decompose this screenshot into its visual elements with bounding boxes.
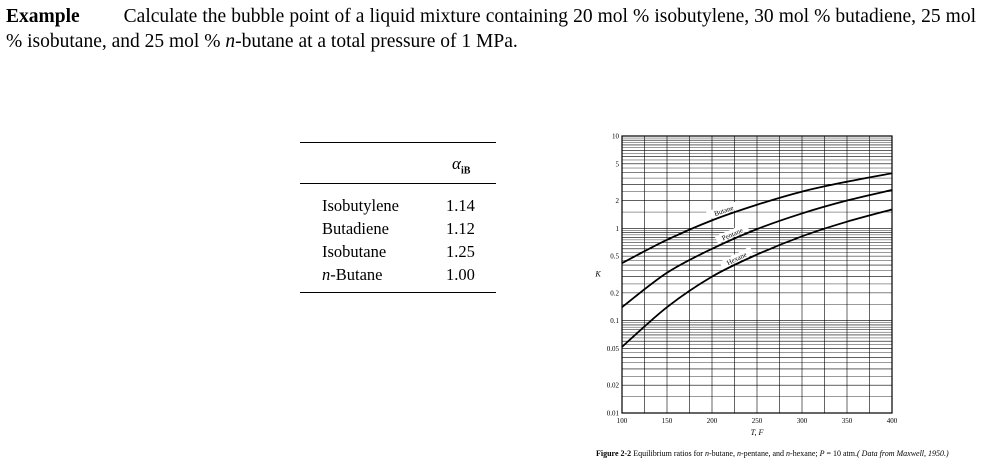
table-body: [300, 184, 496, 292]
relative-volatility-table: [300, 142, 496, 293]
alpha-value: 1.14: [446, 196, 475, 215]
caption-p: P: [819, 449, 825, 458]
caption-text-a: Equilibrium ratios for: [631, 449, 705, 458]
y-tick-label: 0.5: [610, 252, 619, 261]
example-text-n: n: [225, 31, 236, 52]
series-label-hexane: Hexane: [725, 250, 749, 268]
y-tick-label: 0.01: [606, 409, 619, 418]
alpha-subscript: iB: [460, 165, 471, 177]
component-name: Isobutylene: [322, 196, 399, 215]
component-name: Isobutane: [322, 242, 387, 261]
example-label: Example: [6, 6, 80, 27]
table-bottom-rule: [300, 292, 496, 293]
table-row: [300, 194, 496, 217]
component-name-rest: -Butane: [330, 265, 383, 284]
alpha-value: 1.12: [446, 219, 475, 238]
component-name-prefix: n: [322, 265, 331, 284]
component-name: Butadiene: [322, 219, 389, 238]
y-tick-label: 1: [615, 224, 619, 233]
x-tick-label: 150: [661, 417, 673, 425]
y-tick-label: 0.02: [606, 381, 619, 390]
x-tick-label: 300: [796, 417, 808, 425]
chart-svg: [576, 128, 916, 448]
y-tick-label: 5: [615, 160, 619, 169]
series-label-butane: Butane: [713, 203, 735, 218]
caption-n1: n: [704, 449, 709, 458]
table-row: [300, 240, 496, 263]
alpha-value: 1.25: [446, 242, 475, 261]
x-axis-label: T, F: [750, 428, 764, 437]
caption-label: Figure 2-2: [596, 449, 632, 458]
caption-n3: n: [786, 449, 791, 458]
x-tick-label: 400: [886, 417, 898, 425]
x-tick-label: 200: [706, 417, 718, 425]
y-tick-label: 0.2: [610, 289, 619, 298]
table-header: [300, 143, 496, 183]
figure-caption: [596, 449, 980, 459]
y-tick-label: 0.05: [606, 344, 619, 353]
x-tick-label: 350: [841, 417, 853, 425]
alpha-value: 1.00: [446, 265, 475, 284]
equilibrium-ratio-chart: [576, 128, 916, 448]
caption-text-b: -butane,: [708, 449, 737, 458]
y-tick-label: 2: [615, 197, 619, 206]
table-row: [300, 263, 496, 286]
y-axis-label: K: [595, 269, 601, 279]
example-text-1: Calculate the bubble point of a liquid mixture containing 20 mol % isobutylene, 30 mol % butadiene, 25 mol % isobutane, and 25 mol %: [6, 6, 976, 52]
table-row: [300, 217, 496, 240]
series-label-pentane: Pentane: [720, 226, 745, 243]
example-text-2: -butane at a total pressure of 1 MPa.: [235, 31, 518, 52]
x-tick-label: 100: [616, 417, 628, 425]
example-paragraph: [6, 4, 976, 54]
caption-text-e: = 10 atm.: [824, 449, 857, 458]
component-name: [300, 263, 443, 286]
caption-text-c: -pentane, and: [740, 449, 787, 458]
caption-n2: n: [736, 449, 741, 458]
y-tick-label: 10: [612, 132, 619, 141]
alpha-header: [452, 154, 470, 176]
x-tick-label: 250: [751, 417, 763, 425]
alpha-symbol: α: [452, 154, 461, 173]
y-tick-label: 0.1: [610, 317, 619, 326]
caption-text-d: -hexane;: [790, 449, 820, 458]
caption-source: ( Data from Maxwell, 1950.): [857, 449, 949, 458]
